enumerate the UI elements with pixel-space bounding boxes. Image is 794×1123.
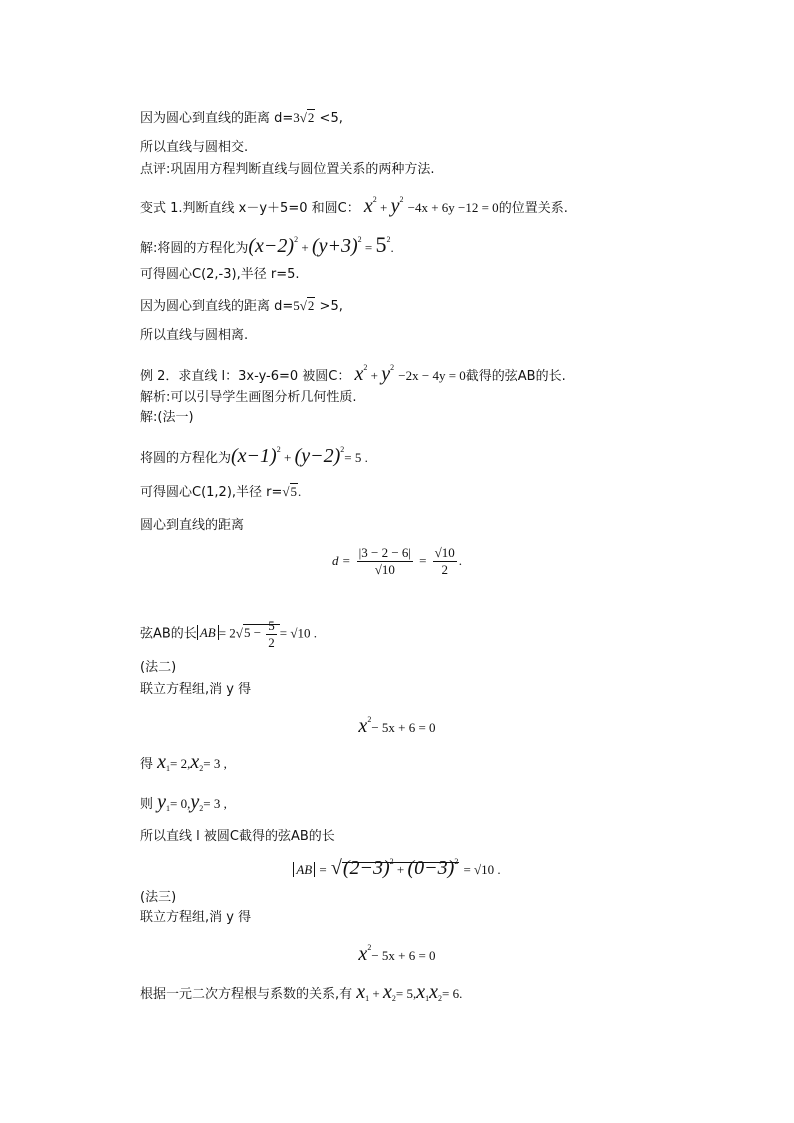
quadratic-equation-2: $x^2- 5x + 6 = 0$ [358,943,436,965]
text: 解:(法一) [140,410,194,425]
tail: >5, [315,299,343,314]
text: 联立方程组,消 y 得 [140,910,252,925]
radical: $(2-3)^2 + (0-3)^2$ [342,857,459,879]
x-roots: 得 $x_1= 2,x_2= 3$ , [140,751,227,773]
post: 截得的弦AB的长. [465,369,566,384]
term1: (x−2) [248,235,295,257]
equation: = [319,862,327,877]
distance-statement-1: 因为圆心到直线的距离 d=3√2 <5, [140,110,343,126]
circle-standard-form: 将圆的方程化为$(x-1)^2 + (y-2)^2= 5$ . [140,445,368,467]
text: 解析:可以引导学生画图分析几何性质. [140,390,357,405]
num1: |3 − 2 − 6| [358,545,412,560]
equation: −2x − 4y = 0 [398,368,466,383]
comment [140,160,435,180]
distance-formula: d = $\frac{|3 - 2 - 6|}{√10}$ = $\frac{√10}{2}$ . [331,545,463,577]
pre: 解:将圆的方程化为 [140,241,249,256]
rhs: 5 [375,232,387,257]
conclusion-separate [140,326,248,346]
fraction-2 [433,545,457,578]
rhs: = √10 . [279,625,317,641]
term1: (2−3) [342,857,390,879]
text: 因为圆心到直线的距离 d= [140,299,294,314]
value-1: = 0, [170,796,191,811]
text: (法二) [140,660,177,675]
text: 点评:巩固用方程判断直线与圆位置关系的两种方法. [140,162,435,177]
text: 所以直线 l 被圆C截得的弦AB的长 [140,829,335,844]
center-radius-2: 可得圆心C(1,2),半径 r=√5. [140,484,302,500]
term2: (y+3) [311,235,358,257]
variant-1-problem: 变式 1.判断直线 x－y＋5=0 和圆C： $x^2 + y^2 -4x + 6y -12 = 0$的位置关系. [140,195,568,217]
value-2: = 6. [442,986,463,1001]
text: (法三) [140,890,177,905]
radical [243,618,280,650]
ab: AB [197,625,219,640]
distance-label [140,516,244,536]
fnum: 5 [268,618,275,633]
text: 可得圆心C(2,-3),半径 r=5. [140,267,300,282]
den1: √10 [374,562,395,577]
term2: (0−3) [407,857,455,879]
chord-length-method-2: AB = $√(2-3)^2 + (0-3)^2 = √10$ . [0,852,794,881]
lhs: d = [331,553,351,568]
equation: = 2 [218,625,236,641]
radicand: 5 [290,484,298,499]
pre: 则 [140,797,154,812]
rhs: = √10 . [463,862,501,877]
example-2-problem: 例 2．求直线 l：3x-y-6=0 被圆C： $x^2 + y^2 -2x - 4y = 0$截得的弦AB的长. [140,363,566,385]
equation: −4x + 6y −12 = 0 [407,200,499,215]
pre: 根据一元二次方程根与系数的关系,有 [140,987,353,1002]
pre: 变式 1.判断直线 x－y＋5=0 和圆C： [140,201,360,216]
distance-statement-2: 因为圆心到直线的距离 d=5√2 >5, [140,298,343,314]
den2: 2 [441,562,448,577]
chord-length-label [140,827,335,847]
rhs: = 5 . [344,450,368,465]
pre: 得 [140,757,154,772]
text: 所以直线与圆相离. [140,328,249,343]
radin: 5 − [243,625,262,641]
radicand: 2 [307,298,315,313]
text: 圆心到直线的距离 [140,518,245,533]
analysis [140,388,357,408]
value-2: = 3 , [203,796,227,811]
text: 因为圆心到直线的距离 d= [140,111,294,126]
pre: 例 2．求直线 l：3x-y-6=0 被圆C： [140,369,351,384]
text: 所以直线与圆相交. [140,140,249,155]
num2: √10 [434,545,455,560]
pre: 弦AB的长 [140,626,197,642]
method-1-heading [140,408,194,428]
center-radius-1 [140,265,300,285]
fden: 2 [268,635,275,650]
pre: 将圆的方程化为 [140,451,232,466]
value-1: = 5, [395,986,417,1001]
value-2: = 3 , [203,756,227,771]
vieta-relation: 根据一元二次方程根与系数的关系,有 $x_1 + x_2= 5,x_1x_2= 6$. [140,981,463,1003]
y-values: 则 $y_1= 0,y_2= 3$ , [140,791,227,813]
method-3-heading [140,888,176,908]
method-3-step [140,908,251,928]
equation: − 5x + 6 = 0 [371,948,436,963]
coef: 5 [293,298,300,313]
method-2-heading [140,658,176,678]
value-1: = 2, [170,756,191,771]
variant-1-solution: 解:将圆的方程化为$(x-2)^2 + (y+3)^2 = 5^2$. [140,232,394,257]
equation: − 5x + 6 = 0 [371,720,436,735]
text: 可得圆心C(1,2),半径 r= [140,485,283,500]
radicand: 2 [307,110,315,125]
term2: (y−2) [294,445,341,467]
post: 的位置关系. [498,201,568,216]
fraction [266,618,277,651]
term1: (x−1) [231,445,277,467]
ab: AB [293,862,315,877]
text: 联立方程组,消 y 得 [140,682,252,697]
quadratic-equation-1: $x^2- 5x + 6 = 0$ [358,715,436,737]
chord-length-method-1: 弦AB的长 AB = 2√5 − $\frac{5}{2}$ = √10 . [140,618,317,650]
tail: <5, [315,111,343,126]
conclusion-intersect [140,138,248,158]
fraction-1 [357,545,413,578]
method-2-step [140,680,251,700]
coef: 3 [293,110,300,125]
